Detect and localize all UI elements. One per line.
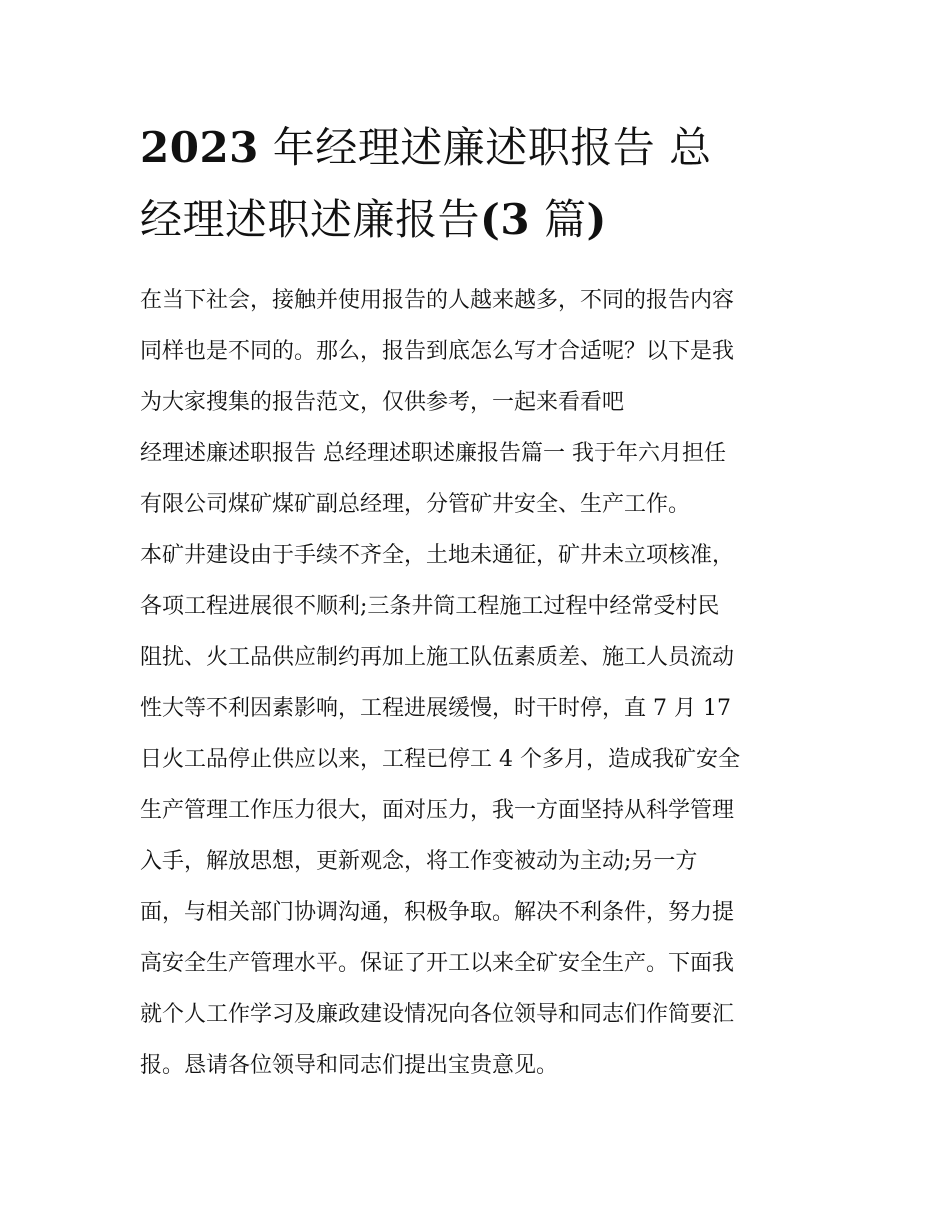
document-body — [140, 275, 820, 1091]
body-line: 生产管理工作压力很大，面对压力，我一方面坚持从科学管理 — [140, 798, 735, 823]
title-year: 2023 — [140, 123, 259, 172]
body-line: 报。恳请各位领导和同志们提出宝贵意见。 — [140, 1053, 559, 1078]
body-line: 高安全生产管理水平。保证了开工以来全矿安全生产。下面我 — [140, 951, 735, 976]
body-line: 阻扰、火工品供应制约再加上施工队伍素质差、施工人员流动 — [140, 645, 735, 670]
body-line: 性大等不利因素影响，工程进展缓慢，时干时停，直 7 月 17 — [140, 696, 731, 721]
body-line: 本矿井建设由于手续不齐全，土地未通征，矿井未立项核准， — [140, 543, 735, 568]
document-page — [140, 0, 820, 1229]
body-line: 日火工品停止供应以来，工程已停工 4 个多月，造成我矿安全 — [140, 747, 740, 772]
body-line: 面，与相关部门协调沟通，积极争取。解决不利条件，努力提 — [140, 900, 735, 925]
body-line: 各项工程进展很不顺利;三条井筒工程施工过程中经常受村民 — [140, 594, 720, 619]
title-count: (3 — [480, 195, 531, 244]
title-close-paren: ) — [586, 195, 607, 244]
body-line: 有限公司煤矿煤矿副总经理，分管矿井安全、生产工作。 — [140, 492, 691, 517]
title-line-2-text-a: 经理述职述廉报告 — [140, 195, 481, 244]
body-line: 就个人工作学习及廉政建设情况向各位领导和同志们作简要汇 — [140, 1002, 735, 1027]
title-line-2 — [140, 184, 820, 256]
body-line: 同样也是不同的。那么，报告到底怎么写才合适呢？以下是我 — [140, 339, 735, 364]
title-line-1 — [140, 112, 820, 184]
body-line: 在当下社会，接触并使用报告的人越来越多，不同的报告内容 — [140, 288, 735, 313]
body-line: 为大家搜集的报告范文，仅供参考，一起来看看吧 — [140, 390, 625, 415]
body-line: 入手，解放思想，更新观念，将工作变被动为主动;另一方 — [140, 849, 698, 874]
title-line-2-text-b: 篇 — [543, 195, 587, 244]
title-line-1-text: 年经理述廉述职报告 总 — [272, 123, 712, 172]
body-line: 经理述廉述职报告 总经理述职述廉报告篇一 我于年六月担任 — [140, 441, 726, 466]
document-title — [140, 112, 820, 256]
